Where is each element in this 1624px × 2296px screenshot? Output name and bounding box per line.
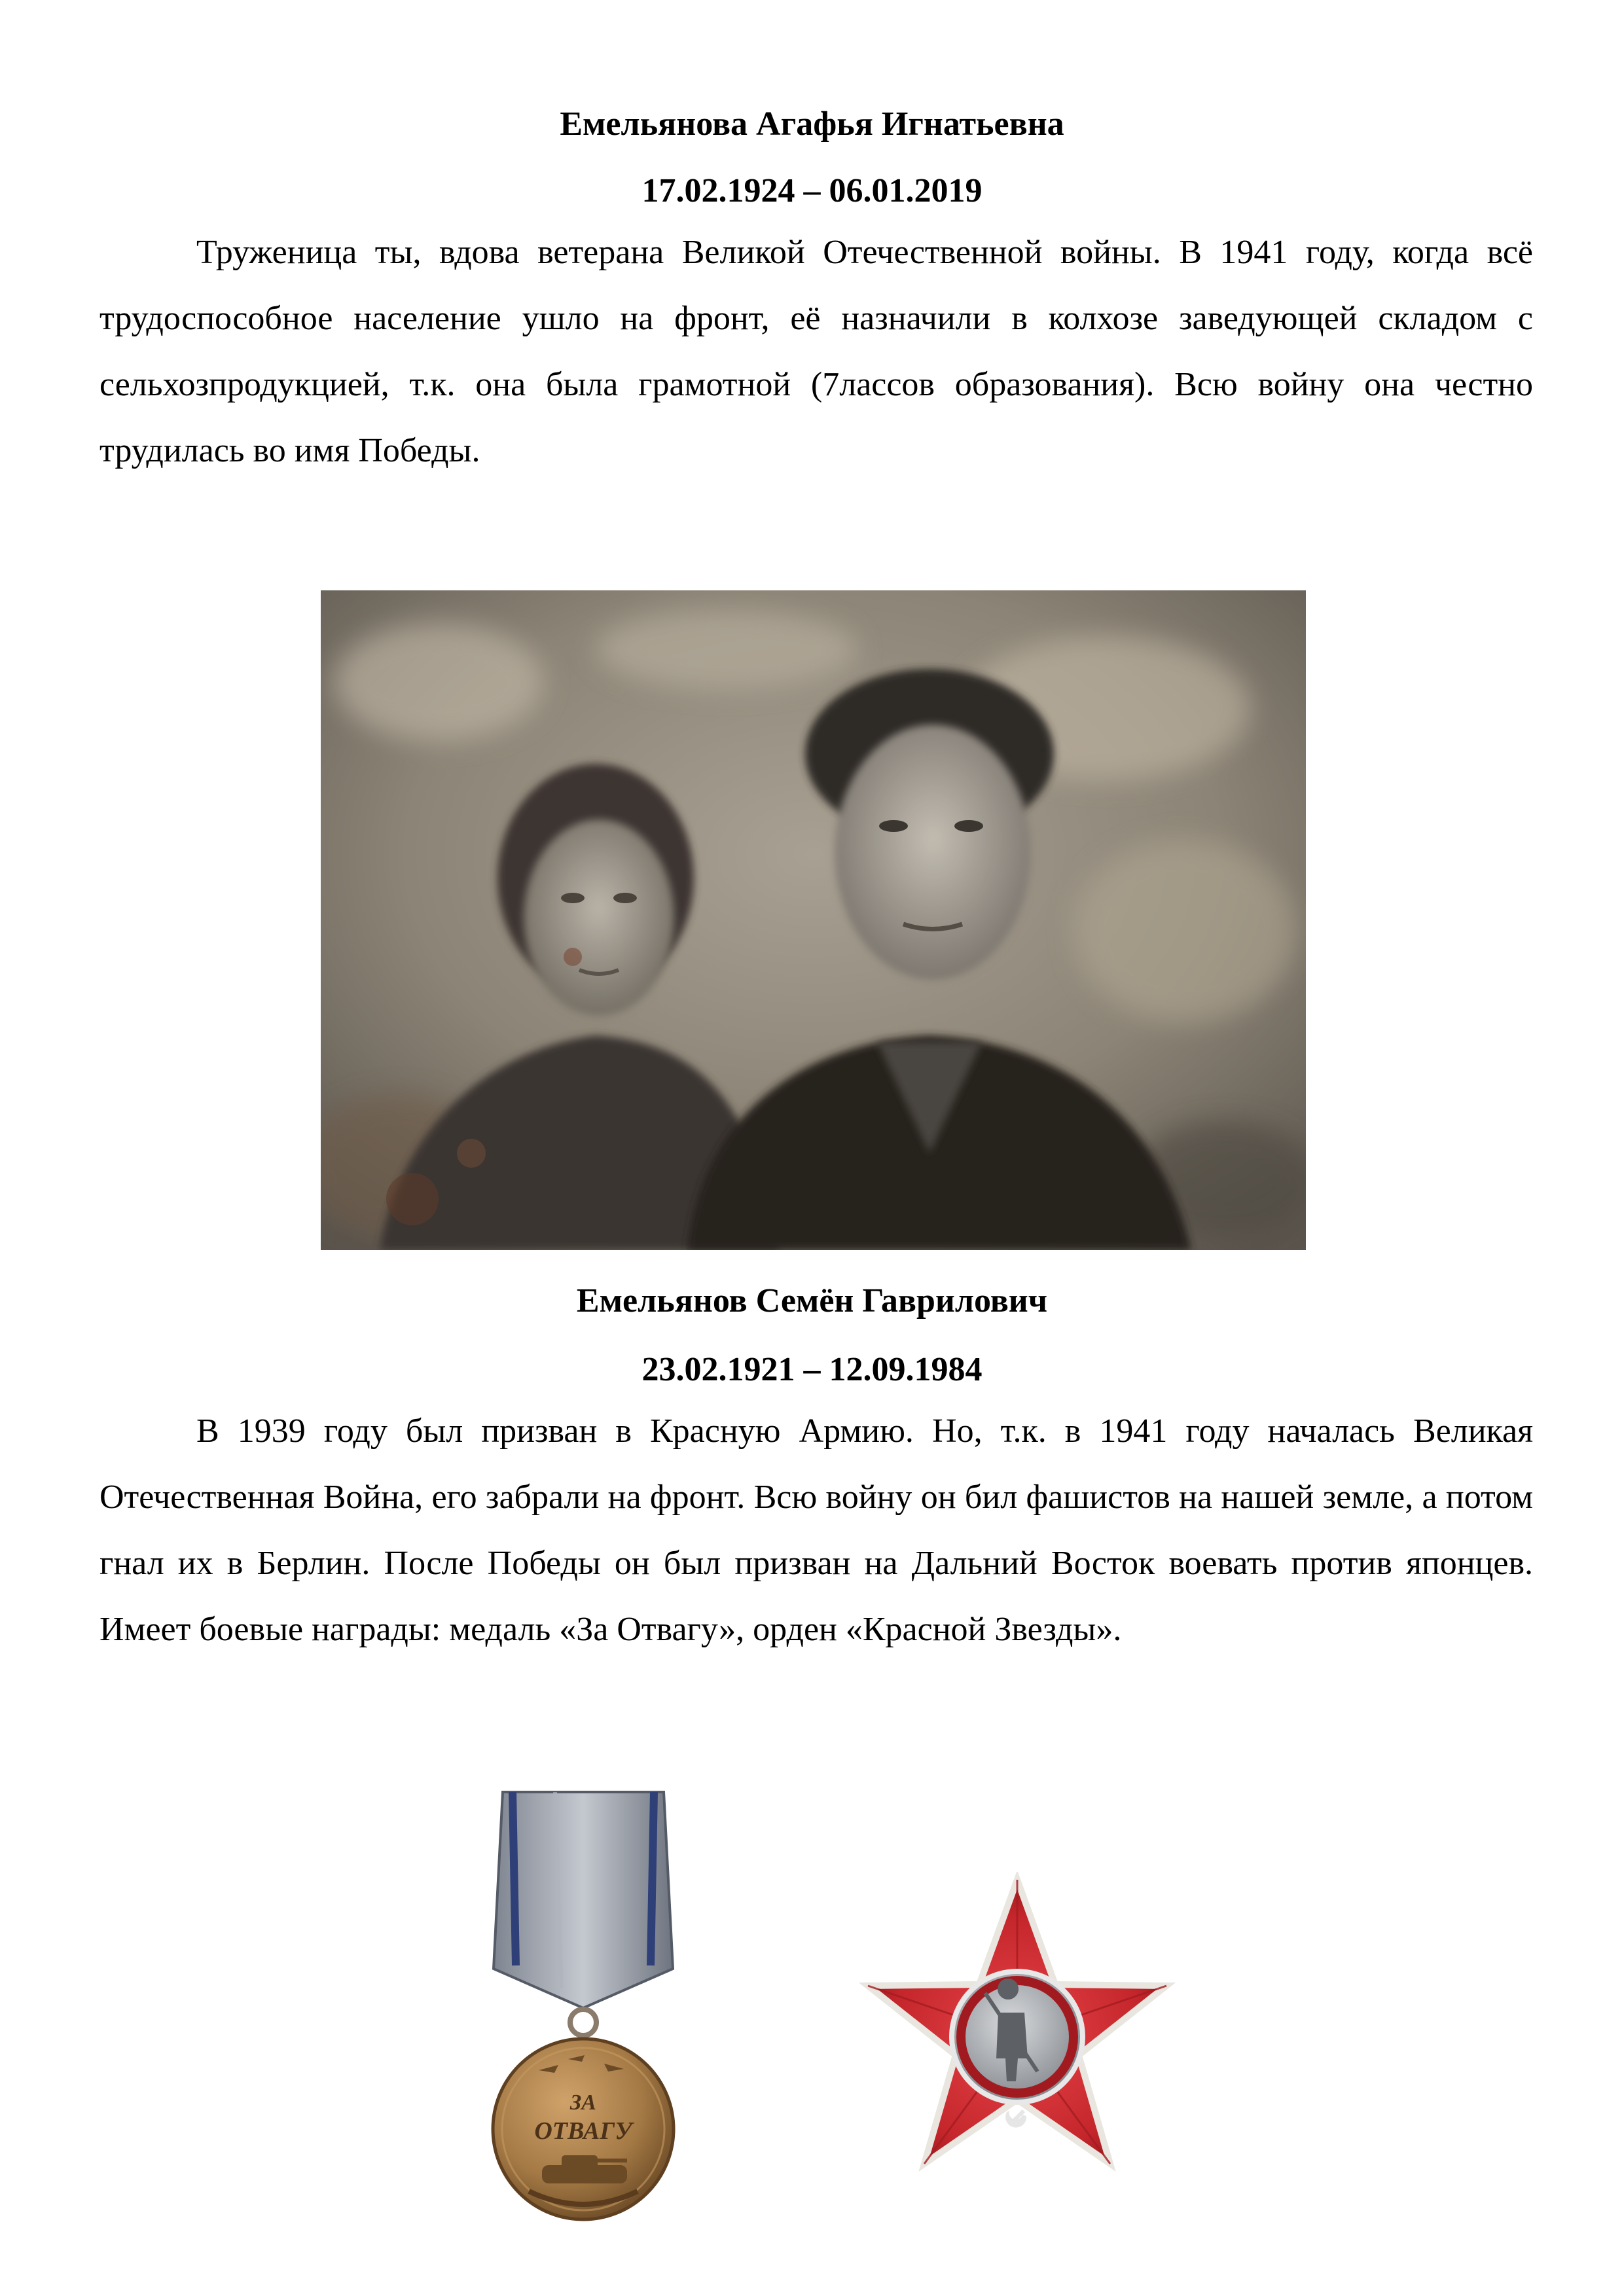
person2-dates: 23.02.1921 – 12.09.1984	[641, 1351, 983, 1388]
medal-inscription-line1: ЗА	[570, 2090, 596, 2115]
person1-biography: Труженица ты, вдова ветерана Великой Отечественной войны. В 1941 году, когда всё трудоспособное население ушло на фронт, её назначили в колхозе заведующей складом с сельхозпродукцией, т.к. она была грамотной (7лассов образования). Всю войну она честно трудилась во имя Победы.	[99, 234, 1533, 469]
person2-biography: В 1939 году был призван в Красную Армию. Но, т.к. в 1941 году началась Великая Отечественная Война, его забрали на фронт. Всю войну он бил фашистов на нашей земле, а потом гнал их в Берлин. После Победы он был призван на Дальний Восток воевать против японцев. Имеет боевые награды: медаль «За Отвагу», орден «Красной Звезды».	[99, 1412, 1533, 1648]
person1-name: Емельянова Агафья Игнатьевна	[560, 105, 1064, 143]
order-of-red-star-icon	[851, 1872, 1183, 2185]
medal-for-courage-icon	[477, 1772, 690, 2224]
couple-portrait-photo	[321, 590, 1306, 1250]
person2-name: Емельянов Семён Гаврилович	[576, 1282, 1048, 1319]
medal-inscription-line2: ОТВАГУ	[534, 2117, 632, 2145]
person1-dates: 17.02.1924 – 06.01.2019	[641, 172, 983, 209]
